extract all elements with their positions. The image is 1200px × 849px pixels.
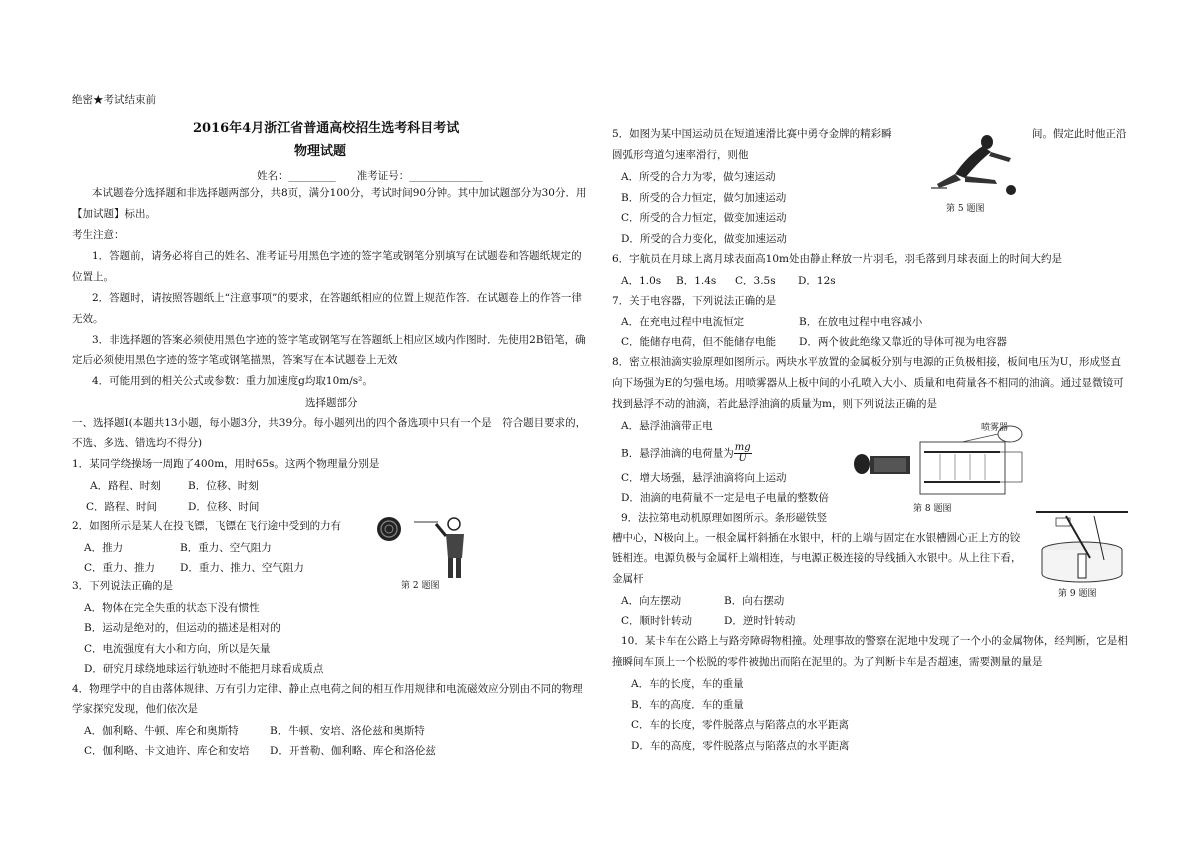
option-c[interactable]: C．电流强度有大小和方向，所以是矢量 bbox=[84, 643, 271, 655]
option-b[interactable]: B．运动是绝对的，但运动的描述是相对的 bbox=[84, 622, 281, 634]
question-stem: 撞瞬间车顶上一个松脱的零件被抛出而陷在泥里的。为了判断卡车是否超速，需要测量的量是 bbox=[612, 656, 1043, 668]
option-b-text: B．悬浮油滴的电荷量为 bbox=[621, 447, 734, 460]
option-b[interactable]: B．向右摆动 bbox=[724, 595, 785, 607]
option-a[interactable]: A．在充电过程中电流恒定 bbox=[621, 316, 745, 328]
option-a[interactable]: A．路程、时刻 bbox=[90, 480, 161, 492]
question-stem: 找到悬浮不动的油滴，若此悬浮油滴的质量为m，则下列说法正确的是 bbox=[612, 398, 937, 410]
question-stem: 2．如图所示是某人在投飞镖，飞镖在飞行途中受到的力有 bbox=[72, 520, 342, 532]
name-line: 姓名：_________ 准考证号：______________ bbox=[257, 170, 483, 182]
option-d[interactable]: D．所受的合力变化，做变加速运动 bbox=[621, 233, 787, 245]
note-text: 1．答题前，请务必将自己的姓名、准考证号用黑色字迹的签字笔或钢笔分别填写在试题卷和答题纸规定的 bbox=[92, 250, 582, 262]
figure-caption: 第 8 题图 bbox=[913, 504, 952, 514]
fraction-numerator: mg bbox=[734, 442, 751, 453]
option-d[interactable]: D．研究月球绕地球运行轨迹时不能把月球看成质点 bbox=[84, 663, 324, 675]
figure-caption: 第 2 题图 bbox=[401, 581, 440, 591]
dart-thrower-figure bbox=[376, 512, 474, 580]
option-b[interactable]: B．所受的合力恒定，做匀加速运动 bbox=[621, 192, 787, 204]
option-c[interactable]: C．顺时针转动 bbox=[621, 615, 693, 627]
option-b[interactable]: B．位移、时刻 bbox=[188, 480, 259, 492]
secret-label: 绝密★考试结束前 bbox=[72, 94, 156, 106]
option-a[interactable]: A．车的长度，车的重量 bbox=[631, 678, 744, 690]
option-c[interactable]: C．3.5s bbox=[735, 275, 776, 287]
option-d[interactable]: D．车的高度，零件脱落点与陷落点的水平距离 bbox=[631, 740, 850, 752]
intro-line: 本试题卷分选择题和非选择题两部分，共8页，满分100分，考试时间90分钟。其中加试题部分为30分．用 bbox=[92, 187, 587, 199]
option-c[interactable]: C．路程、时间 bbox=[86, 501, 158, 513]
question-stem: 4．物理学中的自由落体规律、万有引力定律、静止点电荷之间的相互作用规律和电流磁效应分别由不同的物理 bbox=[72, 683, 583, 695]
note-text: 位置上。 bbox=[72, 271, 114, 283]
question-stem: 1．某同学绕操场一周跑了400m，用时65s。这两个物理量分别是 bbox=[72, 458, 380, 470]
question-stem: 5．如图为某中国运动员在短道速滑比赛中勇夺金牌的精彩瞬 bbox=[612, 128, 892, 140]
option-c[interactable]: C．所受的合力恒定，做变加速运动 bbox=[621, 212, 787, 224]
option-b[interactable]: B．车的高度．车的重量 bbox=[631, 699, 744, 711]
notes-title: 考生注意： bbox=[72, 229, 125, 241]
option-b[interactable]: B．牛顿、安培、洛伦兹和奥斯特 bbox=[270, 725, 425, 737]
question-stem: 9．法拉第电动机原理如图所示。条形磁铁竖 bbox=[621, 512, 828, 524]
option-d[interactable]: D．开普勒、伽利略、库仑和洛伦兹 bbox=[270, 745, 436, 757]
option-b[interactable]: B．重力、空气阻力 bbox=[180, 542, 272, 554]
option-d[interactable]: D．油滴的电荷量不一定是电子电量的整数倍 bbox=[621, 492, 829, 504]
question-stem: 7．关于电容器，下列说法正确的是 bbox=[612, 295, 777, 307]
note-text: 2．答题时，请按照答题纸上“注意事项”的要求，在答题纸相应的位置上规范作答．在试题卷上的作答一律 bbox=[92, 292, 582, 304]
option-d[interactable]: D．位移、时间 bbox=[188, 501, 260, 513]
option-c[interactable]: C．能储存电荷，但不能储存电能 bbox=[621, 336, 777, 348]
question-stem: 6．宇航员在月球上离月球表面高10m处由静止释放一片羽毛，羽毛落到月球表面上的时间大约是 bbox=[612, 253, 1062, 265]
question-stem: 间。假定此时他正沿 bbox=[1032, 128, 1127, 140]
option-b[interactable]: B．在放电过程中电容减小 bbox=[799, 316, 923, 328]
option-d[interactable]: D．逆时针转动 bbox=[724, 615, 796, 627]
figure-caption: 第 5 题图 bbox=[946, 204, 985, 214]
option-a[interactable]: A．推力 bbox=[84, 542, 124, 554]
figure-caption: 第 9 题图 bbox=[1058, 589, 1097, 599]
question-stem: 金属杆 bbox=[612, 573, 644, 585]
note-text: 无效。 bbox=[72, 313, 104, 325]
option-c[interactable]: C．伽利略、卡文迪许、库仑和安培 bbox=[84, 745, 250, 757]
section-line: 一、选择题Ⅰ(本题共13小题，每小题3分，共39分。每小题列出的四个备选项中只有一个是 符合题目要求的， bbox=[72, 417, 587, 429]
question-stem: 3．下列说法正确的是 bbox=[72, 580, 174, 592]
option-a[interactable]: A．物体在完全失重的状态下没有惯性 bbox=[84, 602, 260, 614]
option-c[interactable]: C．车的长度，零件脱落点与陷落点的水平距离 bbox=[631, 719, 850, 731]
option-a[interactable]: A．悬浮油滴带正电 bbox=[621, 420, 713, 432]
note-text: 3．非选择题的答案必须使用黑色字迹的签字笔或钢笔写在答题纸上相应区域内作图时．先使用2B铅笔，确 bbox=[92, 334, 586, 346]
option-b[interactable]: B．1.4s bbox=[676, 275, 717, 287]
question-stem: 向下场强为E的匀强电场。用喷雾器从上板中间的小孔喷入大小、质量和电荷量各不相同的油滴。通过显微镜可 bbox=[612, 377, 1124, 389]
fraction-denominator: U bbox=[738, 453, 747, 464]
option-a[interactable]: A．1.0s bbox=[621, 275, 662, 287]
question-stem: 10．某卡车在公路上与路旁障碍物相撞。处理事故的警察在泥地中发现了一个小的金属物体，经判断，它是相 bbox=[621, 635, 1128, 647]
option-d[interactable]: D．重力、推力、空气阻力 bbox=[180, 562, 304, 574]
section-heading: 选择题部分 bbox=[305, 397, 358, 409]
faraday-motor-figure bbox=[1036, 508, 1128, 586]
exam-subtitle: 物理试题 bbox=[294, 144, 347, 159]
question-stem: 圆弧形弯道匀速率滑行，则他 bbox=[612, 149, 749, 161]
sprayer-label: 喷雾器 bbox=[981, 423, 1009, 433]
charge-fraction bbox=[734, 443, 752, 464]
option-c[interactable]: C．重力、推力 bbox=[84, 562, 156, 574]
question-stem: 学家探究发现，他们依次是 bbox=[72, 703, 198, 715]
option-a[interactable]: A．伽利略、牛顿、库仑和奥斯特 bbox=[84, 725, 239, 737]
exam-title: 2016年4月浙江省普通高校招生选考科目考试 bbox=[193, 121, 460, 136]
section-line: 不选、多选、错选均不得分) bbox=[72, 437, 203, 449]
option-d[interactable]: D．两个彼此绝缘又靠近的导体可视为电容器 bbox=[799, 336, 1007, 348]
option-a[interactable]: A．向左摆动 bbox=[621, 595, 682, 607]
option-a[interactable]: A．所受的合力为零，做匀速运动 bbox=[621, 171, 776, 183]
question-stem: 8．密立根油滴实验原理如图所示。两块水平放置的金属板分别与电源的正负极相接，板间电压为U，形成竖直 bbox=[612, 356, 1122, 368]
option-b[interactable] bbox=[621, 443, 752, 464]
question-stem: 槽中心，N极向上。一根金属杆斜插在水银中，杆的上端与固定在水银槽圆心正上方的铰 bbox=[612, 532, 1021, 544]
speed-skater-figure bbox=[925, 128, 1020, 200]
intro-line: 【加试题】标出。 bbox=[72, 208, 156, 220]
option-c[interactable]: C．增大场强，悬浮油滴将向上运动 bbox=[621, 472, 787, 484]
note-text: 4．可能用到的相关公式或参数：重力加速度g均取10m/s²。 bbox=[92, 375, 373, 387]
question-stem: 链相连。电源负极与金属杆上端相连，与电源正极连接的导线插入水银中。从上往下看， bbox=[612, 552, 1022, 564]
option-d[interactable]: D．12s bbox=[798, 275, 836, 287]
note-text: 定后必须使用黑色字迹的签字笔或钢笔描黑，答案写在本试题卷上无效 bbox=[72, 354, 398, 366]
